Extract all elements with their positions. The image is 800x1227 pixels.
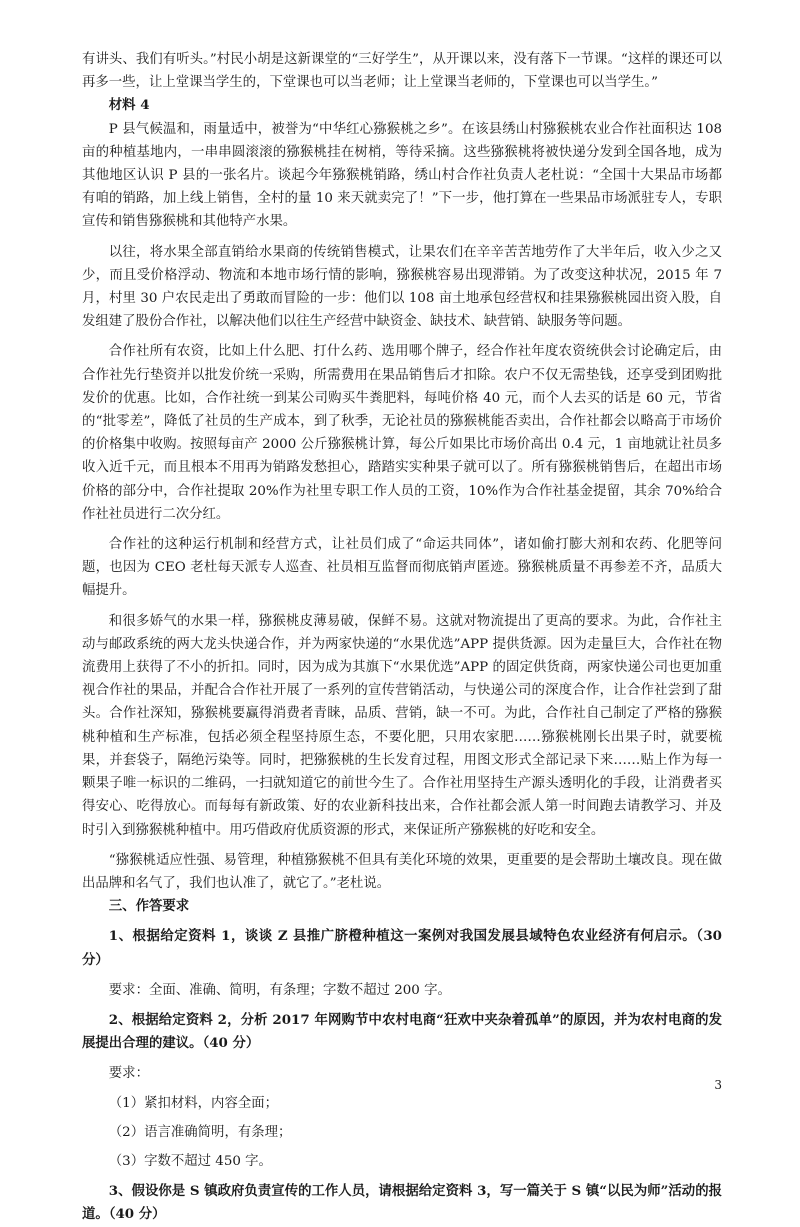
question-3: 3、假设你是 S 镇政府负责宣传的工作人员，请根据给定资料 3，写一篇关于 S 镇“以民为师”活动的报道。（40 分） [82,1183,722,1223]
question-2-requirement-item: （3）字数不超过 450 字。 [108,1153,272,1169]
question-1-requirements: 要求：全面、准确、简明，有条理；字数不超过 200 字。 [108,982,451,998]
question-2-requirement-item: （1）紧扣材料，内容全面； [108,1095,279,1111]
material-4-paragraph-3: 合作社所有农资，比如上什么肥、打什么药、选用哪个牌子，经合作社年度农资统供会讨论确定后，由合作社先行垫资并以批发价统一采购，所需费用在果品销售后才扣除。农户不仅无需垫钱，还享受到团购批发价的优惠。比如，合作社统一到某公司购买牛粪肥料，每吨价格 40 元，而个人去买的话是 60 元，节省的“批零差”，降低了社员的生产成本，到了秋季，无论社员的猕猴桃能否卖出，合作社都会以略高于市场价的价格集中收购。按照每亩产 2000 公斤猕猴桃计算，每公斤如果比市场价高出 0.4 元，1 亩地就让社员多收入近千元，而且根本不用再为销路发愁担心，踏踏实实种果子就可以了。所有猕猴桃销售后，在超出市场价格的部分中，合作社提取 20%作为社里专职工作人员的工资，10%作为合作社基金提留，其余 70%给合作社社员进行二次分红。 [82,344,722,522]
question-2-requirement-item: （2）语言准确简明，有条理； [108,1124,292,1140]
material-4-paragraph-6: “猕猴桃适应性强、易管理，种植猕猴桃不但具有美化环境的效果，更重要的是会帮助土壤改良。现在做出品牌和名气了，我们也认准了，就它了。”老杜说。 [82,852,722,891]
document-page [82,48,722,1227]
material-4-paragraph-4: 合作社的这种运行机制和经营方式，让社员们成了“命运共同体”，诸如偷打膨大剂和农药、化肥等问题，也因为 CEO 老杜每天派专人巡查、社员相互监督而彻底销声匿迹。猕猴桃质量不再参差不齐，品质大幅提升。 [82,537,722,599]
material-4-title: 材料 4 [108,97,150,114]
intro-paragraph: 有讲头、我们有听头。”村民小胡是这新课堂的“三好学生”，从开课以来，没有落下一节课。“这样的课还可以再多一些，让上堂课当学生的，下堂课也可以当老师；让上堂课当老师的，下堂课也可以当学生。” [82,52,722,91]
page-number: 3 [714,1078,722,1092]
material-4-paragraph-2: 以往，将水果全部直销给水果商的传统销售模式，让果农们在辛辛苦苦地劳作了大半年后，收入少之又少，而且受价格浮动、物流和本地市场行情的影响，猕猴桃容易出现滞销。为了改变这种状况，2015 年 7 月，村里 30 户农民走出了勇敢而冒险的一步：他们以 108 亩土地承包经营权和挂果猕猴桃园出资入股，自发组建了股份合作社，以解决他们以往生产经营中缺资金、缺技术、缺营销、缺服务等问题。 [82,244,722,330]
question-2: 2、根据给定资料 2，分析 2017 年网购节中农村电商“狂欢中夹杂着孤单”的原因，并为农村电商的发展提出合理的建议。（40 分） [82,1011,722,1052]
question-1: 1、根据给定资料 1，谈谈 Z 县推广脐橙种植这一案例对我国发展县域特色农业经济有何启示。（30 分） [82,928,722,968]
material-4-paragraph-5: 和很多娇气的水果一样，猕猴桃皮薄易破，保鲜不易。这就对物流提出了更高的要求。为此，合作社主动与邮政系统的两大龙头快递合作，并为两家快递的“水果优选”APP 提供货源。因为走量巨大，合作社在物流费用上获得了不小的折扣。同时，因为成为其旗下“水果优选”APP 的固定供货商，两家快递公司也更加重视合作社的果品，并配合合作社开展了一系列的宣传营销活动，与快递公司的深度合作，让合作社尝到了甜头。合作社深知，猕猴桃要赢得消费者青睐，品质、营销，缺一不可。为此，合作社自己制定了严格的猕猴桃种植和生产标准，包括必须全程坚持原生态，不要化肥，只用农家肥……猕猴桃刚长出果子时，就要梳果，并套袋子，隔绝污染等。同时，把猕猴桃的生长发育过程，用图文形式全部记录下来……贴上作为每一颗果子唯一标识的二维码，一扫就知道它的前世今生了。合作社用坚持生产源头透明化的手段，让消费者买得安心、吃得放心。而每每有新政策、好的农业新科技出来，合作社都会派人第一时间跑去请教学习、并及时引入到猕猴桃种植中。用巧借政府优质资源的形式，来保证所产猕猴桃的好吃和安全。 [82,613,722,838]
question-2-requirements-label: 要求： [108,1066,149,1082]
material-4-paragraph-1: P 县气候温和，雨量适中，被誉为“中华红心猕猴桃之乡”。在该县绣山村猕猴桃农业合作社面积达 108 亩的种植基地内，一串串圆滚滚的猕猴桃挂在树梢，等待采摘。这些猕猴桃将被快递分发到全国各地，成为其他地区认识 P 县的一张名片。谈起今年猕猴桃销路，绣山村合作社负责人老杜说：“全国十大果品市场都有咱的销路，加上线上销售，全村的量 10 来天就卖完了！”下一步，他打算在一些果品市场派驻专人，专职宣传和销售猕猴桃和其他特产水果。 [82,121,722,230]
section-3-title: 三、作答要求 [108,898,190,915]
